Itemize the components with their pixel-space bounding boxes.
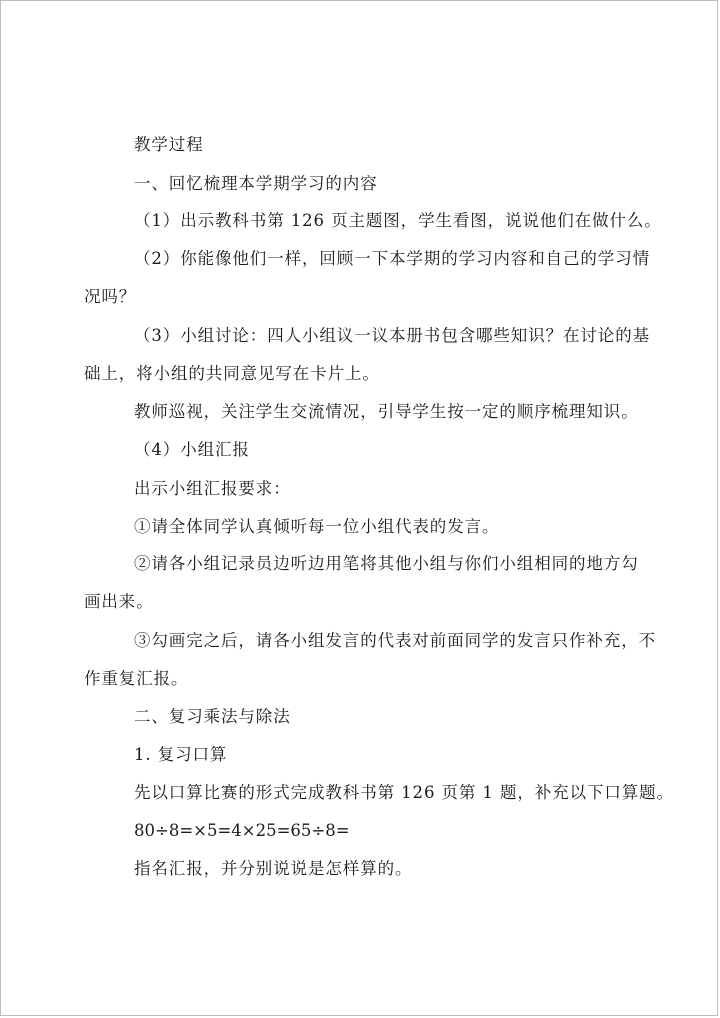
item2-line2: 况吗？ (84, 287, 137, 306)
req3-line2: 作重复汇报。 (84, 669, 189, 688)
text1-text: 先以口算比赛的形式完成教科书第 126 页第 1 题，补充以下口算题。 (134, 783, 674, 802)
item3-line1: （3）小组讨论：四人小组议一议本册书包含哪些知识？在讨论的基 (134, 326, 650, 345)
section1-title-text: 一、回忆梳理本学期学习的内容 (134, 174, 378, 193)
item4-text: （4）小组汇报 (134, 440, 250, 459)
requirements-title-text: 出示小组汇报要求： (134, 479, 291, 498)
formulas-text: 80÷8=×5=4×25=65÷8= (134, 821, 350, 840)
item3-line2: 础上，将小组的共同意见写在卡片上。 (84, 364, 380, 383)
req2-line2: 画出来。 (84, 592, 154, 611)
req1-text: ①请全体同学认真倾听每一位小组代表的发言。 (134, 517, 500, 536)
teacher-note-text: 教师巡视，关注学生交流情况，引导学生按一定的顺序梳理知识。 (134, 402, 639, 421)
heading-text: 教学过程 (134, 135, 204, 154)
req2-line1: ②请各小组记录员边听边用笔将其他小组与你们小组相同的地方勾 (134, 554, 639, 573)
item1-text: （1）出示教科书第 126 页主题图，学生看图，说说他们在做什么。 (134, 211, 662, 230)
req3-line1: ③勾画完之后，请各小组发言的代表对前面同学的发言只作补充，不 (134, 631, 656, 650)
text2-text: 指名汇报，并分别说说是怎样算的。 (134, 859, 413, 878)
section2-title-text: 二、复习乘法与除法 (134, 707, 291, 726)
item2-line1: （2）你能像他们一样，回顾一下本学期的学习内容和自己的学习情 (134, 249, 650, 268)
sub1-text: 1. 复习口算 (134, 745, 228, 764)
